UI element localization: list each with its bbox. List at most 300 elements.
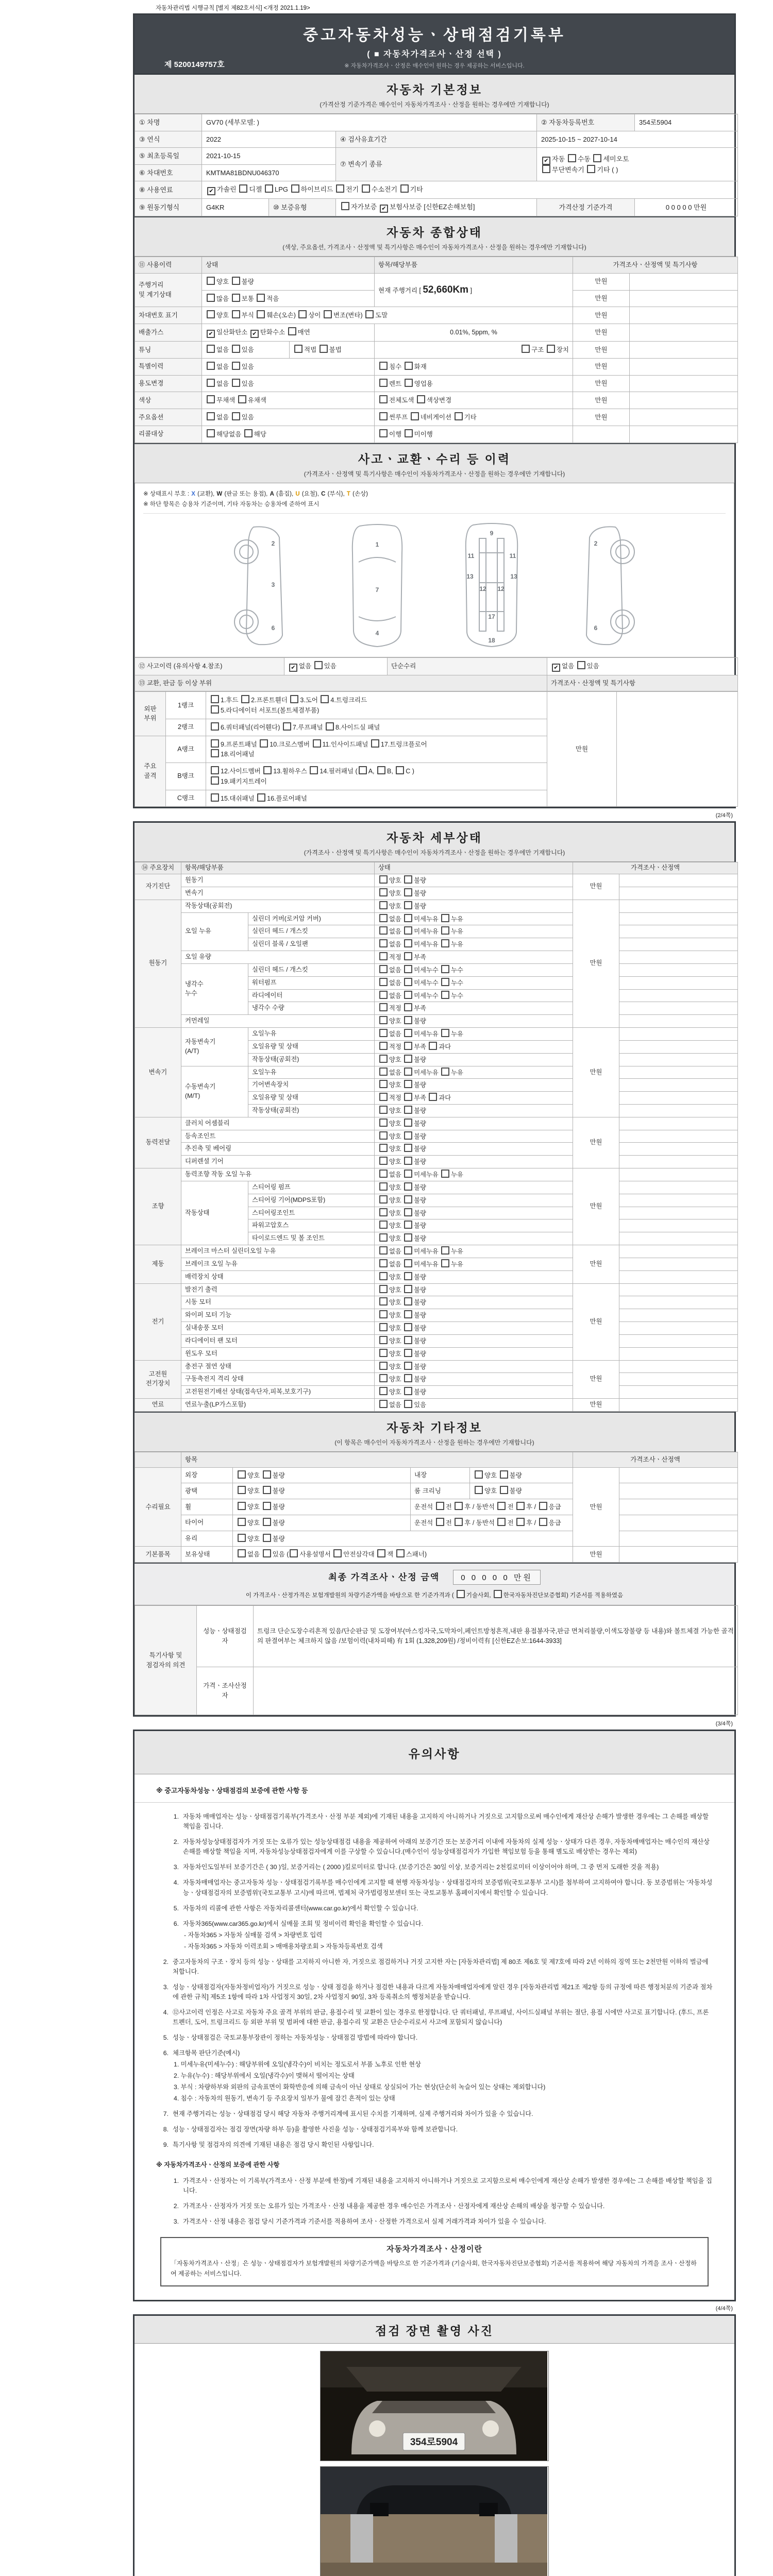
checkbox[interactable] [379,926,388,935]
cell [619,912,738,925]
doc-title: 중고자동차성능ㆍ상태점검기록부 [303,27,566,44]
checkbox[interactable] [441,991,449,999]
checkbox[interactable] [211,695,219,703]
cell [619,1194,738,1207]
checkbox[interactable] [436,1518,444,1526]
checkbox[interactable] [429,1093,437,1101]
checkbox[interactable] [379,1285,388,1293]
checkbox[interactable] [379,1400,388,1408]
checkbox[interactable] [455,412,463,420]
checkbox[interactable] [362,184,370,193]
checkbox[interactable] [379,1221,388,1229]
checkbox[interactable] [379,1067,388,1076]
checkbox[interactable] [404,1131,412,1140]
checkbox[interactable] [379,1042,388,1050]
checkbox[interactable] [404,1067,412,1076]
checkbox[interactable] [404,875,412,884]
cell: 양호 불량 [470,1467,573,1483]
checkbox[interactable] [404,926,412,935]
checkbox[interactable] [321,695,329,703]
notice-item: 9. 특기사항 및 점검자의 의견에 기재된 내용은 점검 당시 확인된 사항입니다. [163,2141,374,2149]
checkbox[interactable] [379,1157,388,1165]
checkbox[interactable] [457,1590,465,1598]
checkbox[interactable] [379,395,388,403]
checkbox[interactable] [379,1144,388,1152]
checkbox[interactable] [404,1093,412,1101]
checkbox[interactable]: ✔ [380,205,388,213]
cell: 작동상태(공회전) [181,900,375,912]
checkbox[interactable] [441,914,449,922]
checkbox[interactable] [516,1518,525,1526]
checkbox[interactable] [371,739,379,748]
checkbox[interactable] [404,1157,412,1165]
checkbox[interactable] [207,345,215,353]
checkbox[interactable] [232,379,240,387]
cell: 고전원전기배선 상태(접속단자,피복,보호기구) [181,1386,375,1399]
checkbox[interactable] [404,1374,412,1382]
checkbox[interactable] [411,412,419,420]
checkbox[interactable] [324,310,332,318]
checkbox[interactable] [404,1323,412,1331]
checkbox[interactable] [494,1590,502,1598]
notice-box [133,1730,736,2301]
checkbox[interactable] [404,952,412,960]
checkbox[interactable] [211,766,219,774]
checkbox[interactable] [379,1387,388,1395]
cell: 적정 부족 과다 [375,1040,573,1053]
checkbox[interactable] [232,277,240,285]
checkbox[interactable] [379,1055,388,1063]
cell [630,290,738,307]
checkbox[interactable] [404,901,412,909]
checkbox[interactable] [263,1518,271,1526]
cell: 조향 [135,1168,181,1245]
checkbox[interactable] [263,1502,271,1510]
checkbox[interactable] [207,277,215,285]
checkbox[interactable] [379,1093,388,1101]
cell: 운전석 전 후 / 동반석 전 후 / 응급 [411,1499,573,1515]
checkbox[interactable] [232,362,240,370]
cell [619,887,738,900]
checkbox[interactable] [238,1549,246,1557]
checkbox[interactable] [211,739,219,748]
checkbox[interactable] [265,184,273,193]
checkbox[interactable] [359,766,367,774]
svg-text:17: 17 [488,613,495,620]
checkbox[interactable] [539,1502,547,1510]
cell: 오일유량 및 상태 [248,1040,375,1053]
checkbox[interactable] [379,1233,388,1242]
checkbox[interactable] [379,1208,388,1216]
checkbox[interactable] [377,1549,385,1557]
cell [619,1283,738,1296]
checkbox[interactable] [455,1518,463,1526]
cell: 오일유량 및 상태 [248,1092,375,1105]
checkbox[interactable] [333,1549,342,1557]
checkbox[interactable]: ✔ [542,157,550,165]
cell: 룸 크리닝 [411,1483,470,1499]
checkbox[interactable]: ✔ [289,664,297,672]
checkbox[interactable] [404,1016,412,1024]
checkbox[interactable] [568,154,576,162]
checkbox[interactable] [379,1106,388,1114]
checkbox[interactable] [404,1042,412,1050]
checkbox[interactable] [404,1080,412,1088]
notice-head: ※ 중고자동차성능ㆍ상태점검의 보증에 관한 사항 등 [156,1787,308,1795]
checkbox[interactable] [211,793,219,802]
checkbox[interactable] [379,1080,388,1088]
checkbox[interactable] [294,345,303,353]
cell: 만원 [573,307,630,324]
checkbox[interactable] [441,1246,449,1255]
accident-history-label: ⑫ 사고이력 (유의사항 4.참조) [135,657,284,675]
checkbox[interactable] [238,1518,246,1526]
svg-text:11: 11 [509,552,516,560]
notice-item: 3. 가격조사ㆍ산정 내용은 점검 당시 기준가격과 기준서를 적용하여 조사ㆍ산정한 가격으로서 실제 거래가격과 차이가 있을 수 있습니다. [173,2217,546,2225]
checkbox[interactable] [441,1170,449,1178]
cell: 동력조향 작동 오일 누유 [181,1168,375,1181]
section-accident-subtitle: (가격조사ㆍ산정액 및 특기사항은 매수인이 자동차가격조사ㆍ산정을 원하는 경우에만 기재합니다) [304,470,565,478]
checkbox[interactable] [379,952,388,960]
checkbox[interactable] [396,1549,405,1557]
odometer: 현재 주행거리 [ 52,660Km ] [375,273,573,307]
checkbox[interactable] [379,1195,388,1204]
cell: 등속조인트 [181,1130,375,1143]
checkbox[interactable] [379,429,388,437]
checkbox[interactable] [404,1297,412,1306]
cell: 브레이크 오일 누유 [181,1258,375,1270]
cell: 만원 [573,342,630,359]
checkbox[interactable] [404,1195,412,1204]
cell: 양호 불량 [375,887,573,900]
checkbox[interactable] [313,739,321,748]
checkbox[interactable] [341,202,349,210]
checkbox[interactable] [379,1272,388,1280]
checkbox[interactable] [207,395,215,403]
cell: 외판 부위 [135,692,166,736]
checkbox[interactable] [404,1349,412,1357]
checkbox[interactable] [404,1221,412,1229]
cell [619,1053,738,1066]
checkbox[interactable] [404,1285,412,1293]
checkbox[interactable] [207,294,215,302]
checkbox[interactable] [379,1182,388,1191]
cell: 스티어링 기어(MDPS포함) [248,1194,375,1207]
checkbox[interactable] [379,1131,388,1140]
checkbox[interactable] [441,1029,449,1037]
checkbox[interactable] [475,1470,483,1479]
cell: 무채색 유채색 [202,392,375,409]
cell: 만원 [573,874,619,900]
checkbox[interactable] [379,1170,388,1178]
checkbox[interactable] [404,939,412,947]
checkbox[interactable] [379,1246,388,1255]
cell: 주요옵션 [135,409,202,426]
checkbox[interactable] [404,1272,412,1280]
checkbox[interactable] [593,154,601,162]
checkbox[interactable] [298,310,307,318]
cell: 만원 [573,375,630,392]
checkbox[interactable] [379,1374,388,1382]
checkbox[interactable] [404,1362,412,1370]
checkbox[interactable] [379,1336,388,1344]
title-block [135,15,734,75]
checkbox[interactable] [238,395,246,403]
checkbox[interactable] [291,184,299,193]
checkbox[interactable] [379,1259,388,1267]
checkbox[interactable] [257,294,265,302]
checkbox[interactable] [404,1208,412,1216]
checkbox[interactable] [239,184,247,193]
notice-item: 2. 자동차성능상태점검자가 거짓 또는 오류가 있는 성능상태점검 내용을 제공하여 아래의 보증기간 또는 보증거리 이내에 자동차의 실제 성능ㆍ상태가 다른 경우, 자동차매매업자는 매수인의 재산상 손해를 배상할 책임을 지며, 자동차성능상태점검자에게 이를 구상할 수 있습니다.(매수인이 성능상태점검자가 가입한 책임보험 등을 통해 별도로 배상받는 경우는 제외) [173,1838,710,1856]
checkbox[interactable] [497,1502,506,1510]
checkbox[interactable] [441,1259,449,1267]
checkbox[interactable] [404,965,412,973]
cell: 항목 [181,1452,573,1467]
checkbox[interactable] [400,184,409,193]
checkbox[interactable] [500,1486,508,1494]
cell [630,324,738,342]
checkbox[interactable] [404,991,412,999]
section-other-title: 자동차 기타정보 [386,1420,482,1434]
checkbox[interactable] [238,1486,246,1494]
checkbox[interactable] [379,1323,388,1331]
checkbox[interactable] [417,395,425,403]
value-warranty: 자가보증 ✔ 보험사보증 [신한EZ손해보험] [336,199,537,216]
cell: 추진축 및 베어링 [181,1143,375,1156]
doc-note: ※ 자동차가격조사ㆍ산정은 매수인이 원하는 경우 제공하는 서비스입니다. [344,63,525,69]
checkbox[interactable] [207,362,215,370]
checkbox[interactable] [404,914,412,922]
checkbox[interactable] [379,1016,388,1024]
checkbox[interactable] [441,926,449,935]
checkbox[interactable] [404,1170,412,1178]
checkbox[interactable] [455,1502,463,1510]
final-price-amount: 0 0 0 0 0 만원 [453,1570,541,1585]
cell [619,963,738,976]
checkbox[interactable]: ✔ [250,330,259,338]
checkbox[interactable] [244,429,253,437]
section-detail-header [135,823,734,862]
checkbox[interactable] [404,1144,412,1152]
cell: 적정 부족 [375,951,573,964]
cell: 냉각수 수량 [248,1002,375,1015]
checkbox[interactable] [238,1534,246,1542]
cell: 렌트 영업용 [375,375,573,392]
checkbox[interactable] [257,310,265,318]
page2-box [133,821,736,1717]
checkbox[interactable] [497,1518,506,1526]
checkbox[interactable] [379,939,388,947]
checkbox[interactable] [379,978,388,986]
cell: ⑬ 교환, 판금 등 이상 부위 [135,675,547,691]
svg-text:4: 4 [375,629,379,637]
checkbox[interactable] [260,739,268,748]
checkbox[interactable] [263,1534,271,1542]
checkbox[interactable] [207,429,215,437]
checkbox[interactable] [263,766,272,774]
checkbox[interactable] [211,776,219,785]
checkbox[interactable] [290,1549,298,1557]
value-fuel: ✔ 가솔린 디젤 LPG 하이브리드 전기 수소전기 기타 [202,181,738,199]
checkbox[interactable] [516,1502,525,1510]
checkbox[interactable] [441,965,449,973]
checkbox[interactable] [404,978,412,986]
checkbox[interactable] [379,1029,388,1037]
checkbox[interactable] [436,1502,444,1510]
checkbox[interactable] [587,165,595,173]
checkbox[interactable] [577,661,585,669]
cell [619,1258,738,1270]
checkbox[interactable] [232,412,240,420]
checkbox[interactable] [475,1486,483,1494]
checkbox[interactable] [542,165,550,173]
checkbox[interactable] [379,1297,388,1306]
checkbox[interactable] [290,695,298,703]
checkbox[interactable] [238,1502,246,1510]
cell [630,307,738,324]
checkbox[interactable] [441,1067,449,1076]
checkbox[interactable] [379,1349,388,1357]
checkbox[interactable] [320,345,328,353]
checkbox[interactable] [404,1310,412,1318]
cell: B랭크 [166,763,206,790]
checkbox[interactable]: ✔ [207,330,215,338]
checkbox[interactable] [441,978,449,986]
checkbox[interactable] [379,965,388,973]
checkbox[interactable]: ✔ [207,187,215,195]
checkbox[interactable] [207,412,215,420]
checkbox[interactable] [396,766,404,774]
checkbox[interactable] [365,310,374,318]
checkbox[interactable] [379,379,388,387]
checkbox[interactable] [379,875,388,884]
checkbox[interactable] [404,888,412,896]
value-inspection-period: 2025-10-15 ~ 2027-10-14 [537,131,738,148]
checkbox[interactable] [232,310,240,318]
checkbox[interactable] [547,345,555,353]
checkbox[interactable] [539,1518,547,1526]
checkbox[interactable] [379,901,388,909]
checkbox[interactable] [379,412,388,420]
detail-condition-table [135,862,734,1412]
checkbox[interactable] [404,1387,412,1395]
checkbox[interactable] [405,429,413,437]
cell [619,925,738,938]
value-vin: KMTMA81BDNU046370 [202,164,336,181]
checkbox[interactable] [379,1118,388,1127]
checkbox[interactable] [241,695,249,703]
checkbox[interactable] [336,184,344,193]
checkbox[interactable] [211,722,219,731]
checkbox[interactable] [288,327,296,335]
checkbox[interactable] [404,1003,412,1011]
inspection-photo-1 [320,2351,549,2461]
checkbox[interactable] [211,705,219,714]
checkbox[interactable] [379,362,388,370]
cell: 색상 [135,392,202,409]
section-detail-subtitle: (가격조사ㆍ산정액 및 특기사항은 매수인이 자동차가격조사ㆍ산정을 원하는 경우에만 기재합니다) [304,849,565,857]
cell: 튜닝 [135,342,202,359]
cell: 6.쿼터패널(리어휀다) 7.루프패널 8.사이드실 패널 [206,719,547,736]
appraiser-opinion [254,1667,738,1715]
checkbox[interactable] [441,939,449,947]
checkbox[interactable] [283,722,291,731]
photos-title: 점검 장면 촬영 사진 [375,2324,494,2337]
checkbox[interactable] [379,1310,388,1318]
svg-text:9: 9 [490,529,494,537]
page-marker-2: (2/4쪽) [715,812,733,819]
page1-box [133,13,736,808]
cell [619,1028,738,1041]
cell: 자동변속기 (A/T) [181,1028,248,1066]
checkbox[interactable] [404,1400,412,1408]
cell: 양호 불량 [202,273,375,290]
checkbox[interactable] [404,1336,412,1344]
checkbox[interactable] [500,1470,508,1479]
checkbox[interactable] [211,749,219,757]
checkbox[interactable] [404,1182,412,1191]
value-regno: 354로5904 [635,114,738,131]
checkbox[interactable] [379,1362,388,1370]
checkbox[interactable] [257,793,265,802]
checkbox[interactable] [314,661,323,669]
notice-item: 6. 체크항목 판단기준(예시) 1. 미세누유(미세누수) : 해당부위에 오일(냉각수)이 비치는 정도로서 부품 노후로 인한 현상 2. 누유(누수) : 해당부위에서 오일(냉각수)이 맺혀서 떨어지는 상태 3. 부식 : 차량하부와 외판의 금속표면이 화학반응에 의해 금속이 아닌 상태로 상실되어 가는 현상(단순히 녹슬어 있는 상태는 제외합니다) 4. 침수 : 자동차의 원동기, 변속기 등 주요장치 일부가 물에 잠긴 흔적이 있는 상태 [163,2049,546,2103]
checkbox[interactable] [207,310,215,318]
checkbox[interactable] [379,991,388,999]
svg-text:18: 18 [488,636,495,644]
cell [619,951,738,964]
checkbox[interactable] [404,1259,412,1267]
checkbox[interactable] [405,362,413,370]
checkbox[interactable] [404,1118,412,1127]
cell: C랭크 [166,790,206,807]
cell: 만원 [573,1547,619,1563]
cell [630,358,738,375]
checkbox[interactable] [404,1055,412,1063]
checkbox[interactable] [429,1042,437,1050]
cell: 가격조사ㆍ산정액 [573,1452,738,1467]
cell [630,375,738,392]
checkbox[interactable] [404,1029,412,1037]
cell: 만원 [573,273,630,290]
checkbox[interactable] [404,1106,412,1114]
cell: 만원 [573,1245,619,1283]
checkbox[interactable] [404,1246,412,1255]
checkbox[interactable] [326,722,334,731]
cell: 차대번호 표기 [135,307,202,324]
checkbox[interactable] [238,1470,246,1479]
checkbox[interactable]: ✔ [552,664,560,672]
checkbox[interactable] [379,888,388,896]
checkbox[interactable] [232,345,240,353]
checkbox[interactable] [379,914,388,922]
checkbox[interactable] [310,766,318,774]
checkbox[interactable] [405,379,413,387]
checkbox[interactable] [263,1470,271,1479]
checkbox[interactable] [522,345,530,353]
checkbox[interactable] [263,1549,271,1557]
checkbox[interactable] [263,1486,271,1494]
checkbox[interactable] [377,766,385,774]
cell: ⑭ 주요장치 [135,862,181,874]
checkbox[interactable] [207,379,215,387]
cell [619,1040,738,1053]
notice-item: 1. 가격조사ㆍ산정자는 이 기록부(가격조사ㆍ산정 부분에 한정)에 기재된 내용을 고지하지 아니하거나 거짓으로 고지함으로써 매수인에게 재산상 손해가 발생한 경우에는 그 손해를 배상할 책임을 집니다. [173,2177,712,2194]
checkbox[interactable] [404,1233,412,1242]
checkbox[interactable] [379,1003,388,1011]
checkbox[interactable] [232,294,240,302]
